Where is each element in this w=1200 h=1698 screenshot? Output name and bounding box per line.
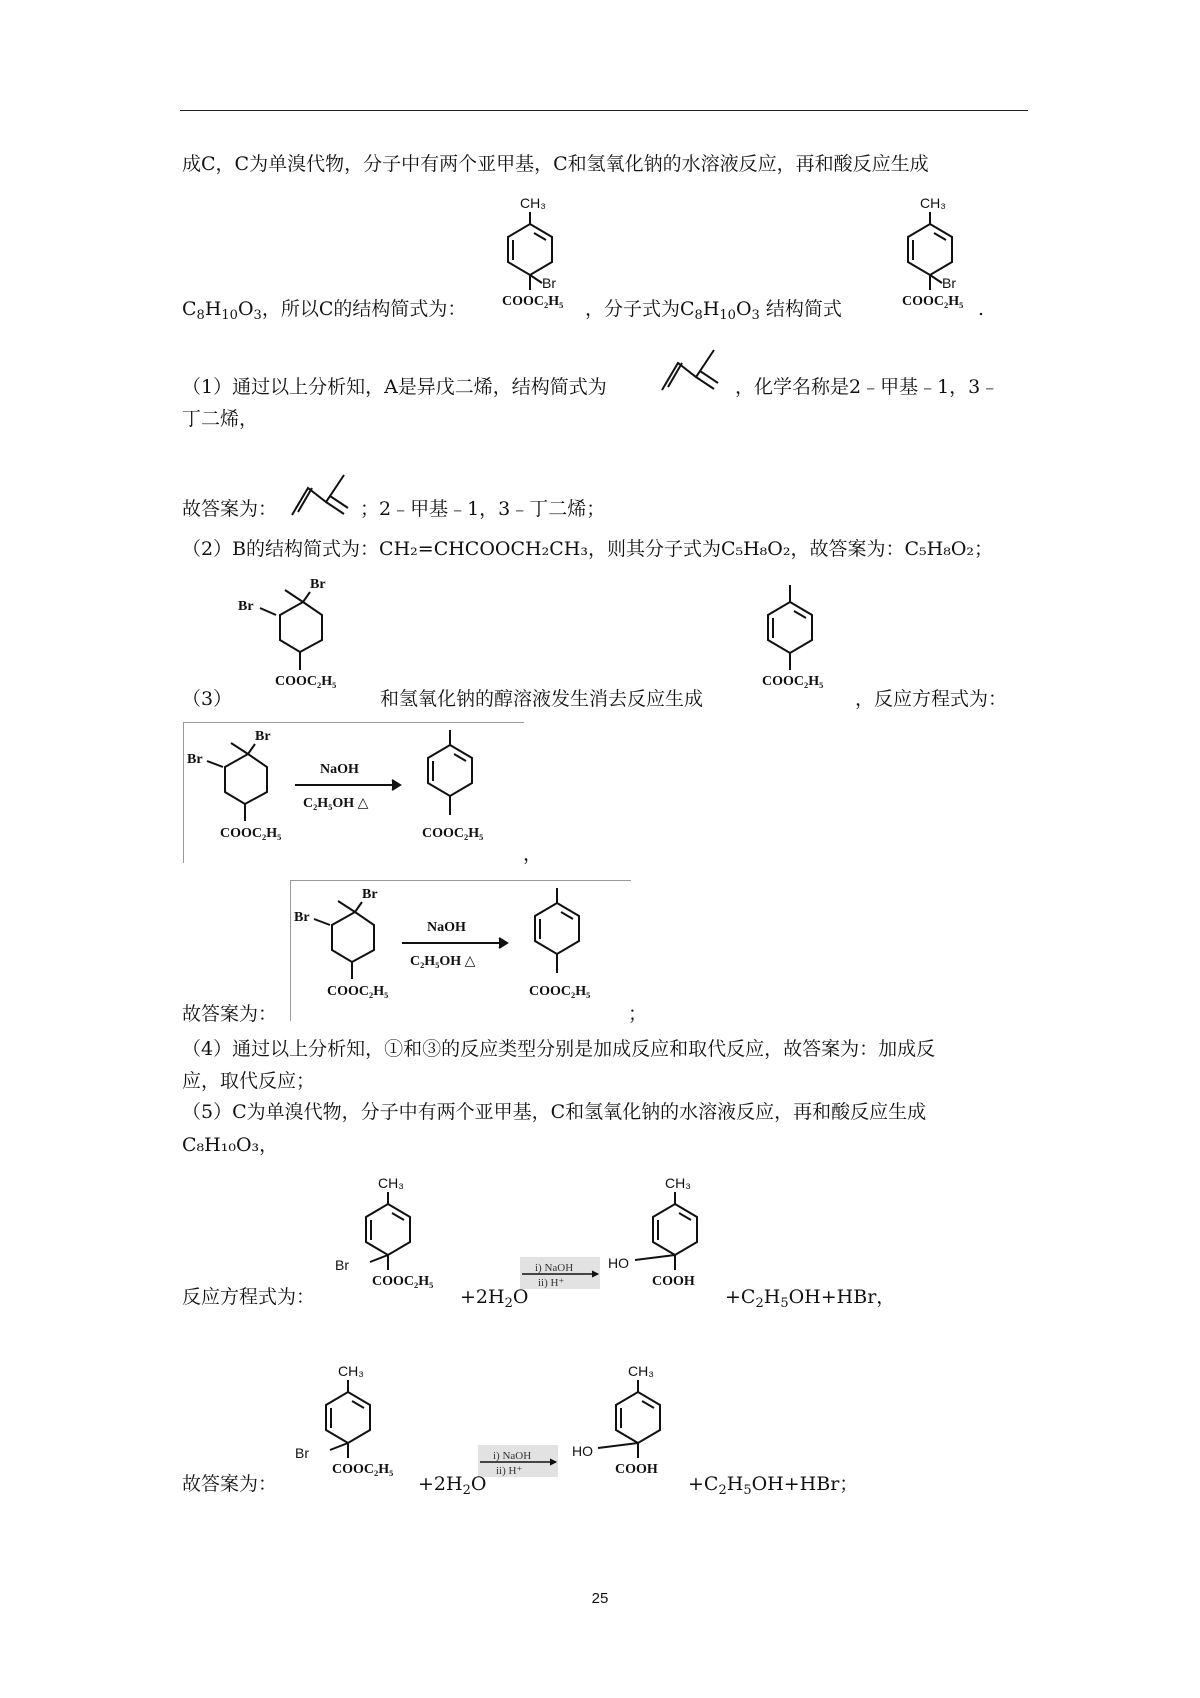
ch3-label: CH₃ <box>520 195 546 211</box>
page-number: 25 <box>591 1590 609 1607</box>
text-ans5-products: $+C_2H_5OH+HBr$； <box>688 1473 859 1498</box>
text-eq5-water: $+2H_2O$ <box>460 1286 529 1311</box>
text-ans5-label: 故答案为： <box>182 1473 278 1495</box>
ch3-label: CH₃ <box>920 195 946 211</box>
etoh-heat-label: C₂H₅OH △ <box>303 796 369 811</box>
cooet-label: COOC₂H₅ <box>762 674 824 689</box>
reaction-3-equation <box>185 725 535 865</box>
diene-product <box>740 580 850 695</box>
br-label: Br <box>335 1257 349 1273</box>
br-label: Br <box>294 910 310 925</box>
ch3-label: CH₃ <box>378 1175 404 1191</box>
text-eq5-label: 反应方程式为： <box>182 1286 316 1308</box>
text-p3c: ，反应方程式为： <box>855 688 1008 710</box>
text-line-2: $C_8H_{10}O_3$，所以C的结构简式为： <box>182 298 467 323</box>
ho-label: HO <box>572 1443 593 1459</box>
text-ans5-water: $+2H_2O$ <box>418 1473 487 1498</box>
br-label: Br <box>362 887 378 902</box>
text-p2: （2）B的结构简式为：CH₂=CHCOOCH₂CH₃，则其分子式为C₅H₈O₂，故答案为：C₅H₈O₂； <box>182 538 994 560</box>
br-label: Br <box>255 729 271 744</box>
period: . <box>978 298 985 320</box>
structure-c-bromo-ester-2 <box>880 190 980 310</box>
header-rule <box>180 110 1028 111</box>
naoh-label: NaOH <box>427 920 466 935</box>
isoprene-structure-1 <box>660 345 730 395</box>
cooh-label: COOH <box>652 1274 695 1289</box>
answer-1-label: 故答案为： <box>182 498 278 520</box>
cooet-label: COOC₂H₅ <box>327 984 389 999</box>
ho-label: HO <box>608 1255 629 1271</box>
etoh-heat-label: C₂H₅OH △ <box>410 954 476 969</box>
text-line-1: 成C，C为单溴代物，分子中有两个亚甲基，C和氢氧化钠的水溶液反应，再和酸反应生成 <box>182 153 929 175</box>
text-eq5-products: $+C_2H_5OH+HBr$， <box>725 1286 896 1311</box>
naoh-i-label: i) NaOH <box>493 1450 532 1462</box>
text-p1c: 丁二烯， <box>182 408 259 430</box>
answer-1-text: ；2﹣甲基﹣1，3﹣丁二烯； <box>360 498 606 520</box>
text-p4b: 应，取代反应； <box>182 1070 316 1092</box>
answer-3-equation <box>292 883 642 1023</box>
br-label: Br <box>238 599 254 614</box>
br-label: Br <box>942 275 956 291</box>
ch3-label: CH₃ <box>628 1363 654 1379</box>
ch3-label: CH₃ <box>338 1363 364 1379</box>
text-p3b: 和氢氧化钠的醇溶液发生消去反应生成 <box>380 688 704 710</box>
cooet-label: COOC₂H₅ <box>332 1462 394 1477</box>
br-label: Br <box>310 577 326 592</box>
cooh-label: COOH <box>615 1462 658 1477</box>
h-ii-label: ii) H⁺ <box>496 1465 523 1477</box>
text-p4a: （4）通过以上分析知，①和③的反应类型分别是加成反应和取代反应，故答案为：加成反 <box>182 1038 936 1060</box>
cooet-label: COOC₂H₅ <box>372 1274 434 1289</box>
naoh-i-label: i) NaOH <box>535 1262 574 1274</box>
answer-3-label: 故答案为： <box>182 1003 278 1025</box>
cooet-label: COOC₂H₅ <box>529 984 591 999</box>
br-label: Br <box>187 752 203 767</box>
ch3-label: CH₃ <box>665 1175 691 1191</box>
h-ii-label: ii) H⁺ <box>538 1277 565 1289</box>
br-label: Br <box>542 275 556 291</box>
text-p3a: （3） <box>182 688 233 710</box>
text-p1b: ，化学名称是2﹣甲基﹣1，3﹣ <box>735 376 1000 398</box>
structure-c-bromo-ester-1 <box>480 190 580 310</box>
cooet-label: COOC₂H₅ <box>422 826 484 841</box>
dibromo-reactant <box>230 570 360 695</box>
cooet-label: COOC₂H₅ <box>902 294 964 309</box>
cooet-label: COOC₂H₅ <box>220 826 282 841</box>
comma: ， <box>523 843 543 865</box>
br-label: Br <box>295 1445 309 1461</box>
text-p1a: （1）通过以上分析知，A是异戊二烯，结构简式为 <box>182 376 607 398</box>
cooet-label: COOC₂H₅ <box>275 674 337 689</box>
semicolon: ； <box>628 1003 648 1025</box>
answer-5-equation <box>290 1358 750 1488</box>
text-line-2b: ，分子式为$C_8H_{10}O_3$ 结构简式 <box>585 298 842 323</box>
naoh-label: NaOH <box>320 762 359 777</box>
reaction-5-equation <box>330 1170 790 1300</box>
isoprene-structure-2 <box>290 470 360 520</box>
text-p5b: C₈H₁₀O₃， <box>182 1134 279 1156</box>
text-p5a: （5）C为单溴代物，分子中有两个亚甲基，C和氢氧化钠的水溶液反应，再和酸反应生成 <box>182 1101 927 1123</box>
cooet-label: COOC₂H₅ <box>502 294 564 309</box>
